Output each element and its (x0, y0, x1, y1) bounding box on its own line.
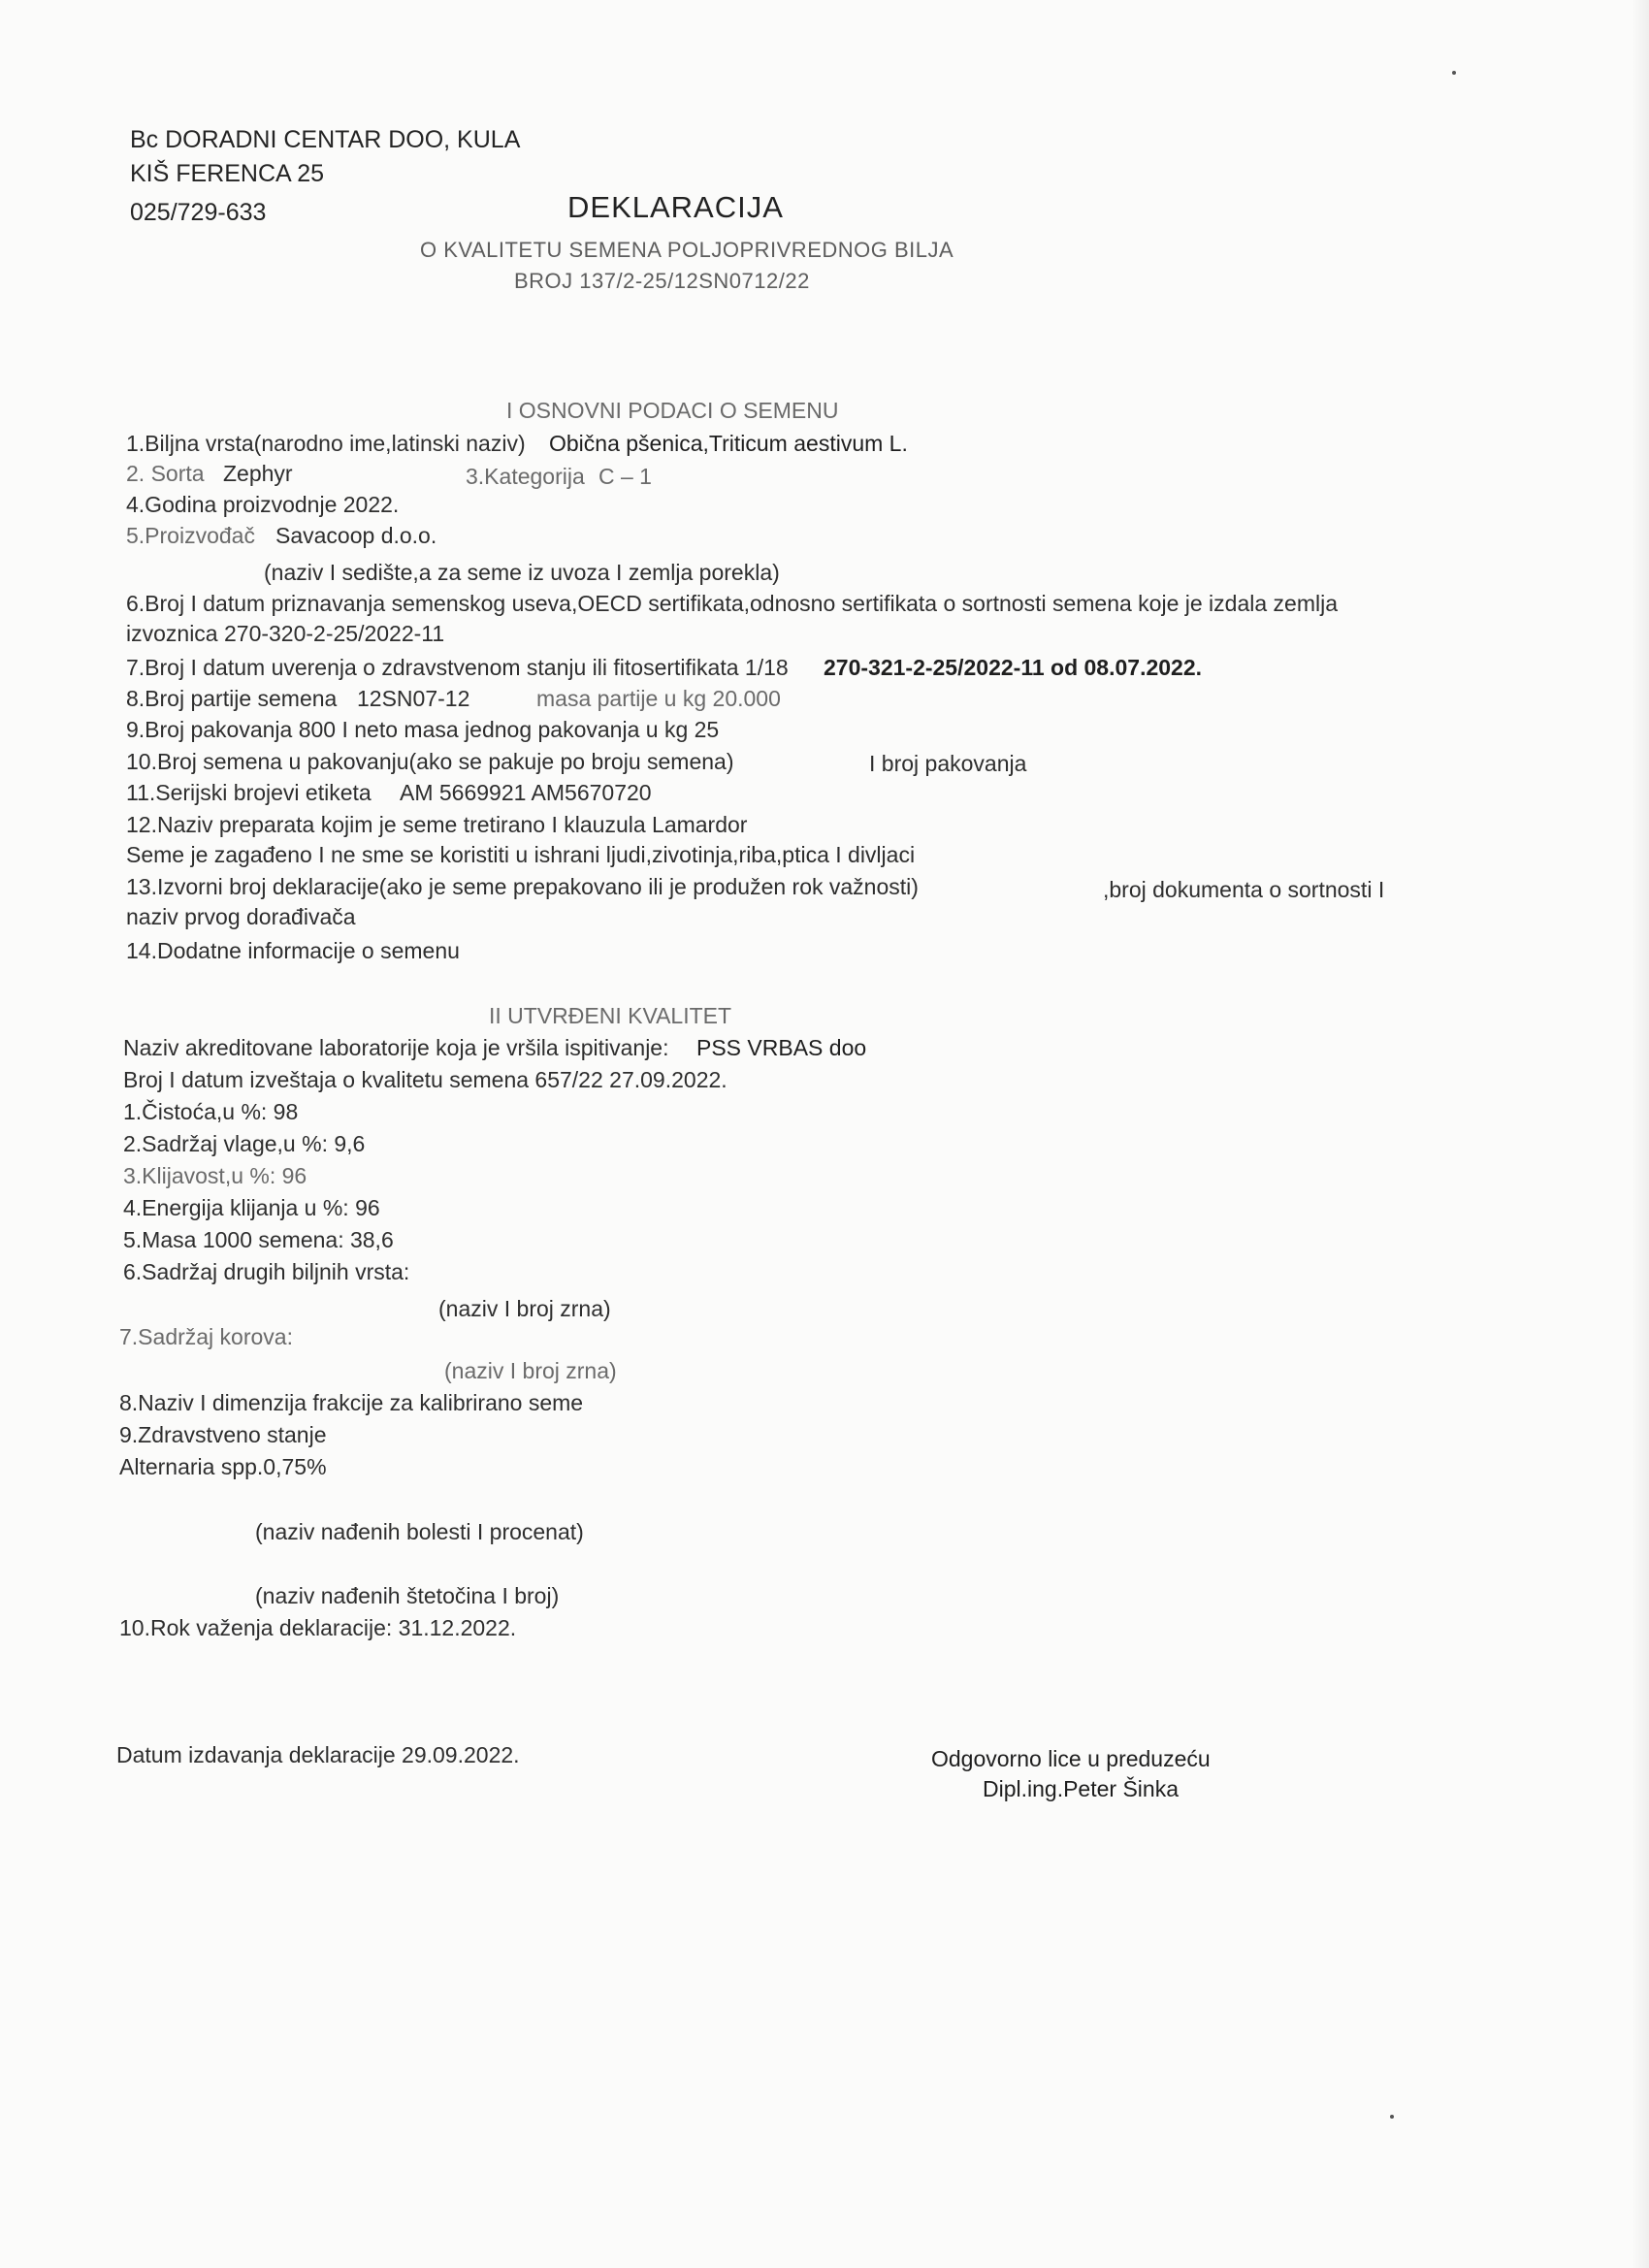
item12-warning: Seme je zagađeno I ne sme se koristiti u ishrani ljudi,zivotinja,riba,ptica I divljaci (126, 842, 916, 867)
moisture: 2.Sadržaj vlage,u %: 9,6 (123, 1131, 366, 1156)
document-number: BROJ 137/2-25/12SN0712/22 (514, 269, 810, 293)
item5-label: 5.Proizvođač (126, 523, 255, 548)
item3-value: C – 1 (598, 464, 652, 489)
item7-label: 7.Broj I datum uverenja o zdravstvenom stanju ili fitosertifikata 1/18 (126, 655, 789, 680)
fraction: 8.Naziv I dimenzija frakcije za kalibrirano seme (119, 1390, 584, 1415)
item14-additional: 14.Dodatne informacije o semenu (126, 938, 460, 963)
weeds: 7.Sadržaj korova: (119, 1324, 293, 1349)
issue-date: Datum izdavanja deklaracije 29.09.2022. (116, 1742, 520, 1767)
item8-mass: masa partije u kg 20.000 (536, 686, 781, 711)
germination-energy: 4.Energija klijanja u %: 96 (123, 1195, 380, 1220)
validity: 10.Rok važenja deklaracije: 31.12.2022. (119, 1615, 517, 1640)
item1-value: Obična pšenica,Triticum aestivum L. (549, 431, 908, 456)
purity: 1.Čistoća,u %: 98 (123, 1099, 299, 1124)
section1-heading: I OSNOVNI PODACI O SEMENU (506, 398, 839, 423)
item3-label: 3.Kategorija (466, 464, 585, 489)
item11-label: 11.Serijski brojevi etiketa (126, 780, 372, 805)
responsible-label: Odgovorno lice u preduzeću (931, 1746, 1211, 1771)
item12-treatment: 12.Naziv preparata kojim je seme tretirano I klauzula Lamardor (126, 812, 748, 837)
item5-value: Savacoop d.o.o. (275, 523, 437, 548)
responsible-name: Dipl.ing.Peter Šinka (983, 1776, 1179, 1801)
item11-value: AM 5669921 AM5670720 (400, 780, 652, 805)
item5-note: (naziv I sedište,a za seme iz uvoza I zemlja porekla) (264, 560, 780, 585)
diseases-note: (naziv nađenih bolesti I procenat) (255, 1519, 584, 1544)
document-title: DEKLARACIJA (567, 190, 784, 224)
health: 9.Zdravstveno stanje (119, 1422, 327, 1447)
weeds-note: (naziv I broj zrna) (444, 1358, 617, 1383)
scan-edge-shadow (1632, 0, 1649, 2268)
lab-value: PSS VRBAS doo (696, 1035, 867, 1060)
item6-line2: izvoznica 270-320-2-25/2022-11 (126, 621, 445, 646)
item13-line1: 13.Izvorni broj deklaracije(ako je seme prepakovano ili je produžen rok važnosti) (126, 874, 919, 899)
item13-right: ,broj dokumenta o sortnosti I (1103, 877, 1385, 902)
item8-value: 12SN07-12 (357, 686, 470, 711)
item2-value: Zephyr (223, 461, 293, 486)
pests-note: (naziv nađenih štetočina I broj) (255, 1583, 560, 1608)
scan-speck (1452, 71, 1456, 75)
item1-label: 1.Biljna vrsta(narodno ime,latinski naziv) (126, 431, 526, 456)
company-name: Bc DORADNI CENTAR DOO, KULA (130, 126, 521, 153)
mass-1000: 5.Masa 1000 semena: 38,6 (123, 1227, 394, 1252)
item6-line1: 6.Broj I datum priznavanja semenskog useva,OECD sertifikata,odnosno sertifikata o sortnosti semena koje je izdala zemlja (126, 591, 1338, 616)
item13-line2: naziv prvog dorađivača (126, 904, 356, 929)
lab-label: Naziv akreditovane laboratorije koja je vršila ispitivanje: (123, 1035, 669, 1060)
scan-speck (1390, 2115, 1394, 2119)
document-subtitle: O KVALITETU SEMENA POLJOPRIVREDNOG BILJA (420, 238, 954, 262)
item8-label: 8.Broj partije semena (126, 686, 338, 711)
item10-right: I broj pakovanja (869, 751, 1027, 776)
company-address: KIŠ FERENCA 25 (130, 160, 325, 187)
item4-year: 4.Godina proizvodnje 2022. (126, 492, 400, 517)
item9-packages: 9.Broj pakovanja 800 I neto masa jednog pakovanja u kg 25 (126, 717, 720, 742)
section2-heading: II UTVRĐENI KVALITET (489, 1003, 732, 1028)
item10-label: 10.Broj semena u pakovanju(ako se pakuje po broju semena) (126, 749, 734, 774)
germination: 3.Klijavost,u %: 96 (123, 1163, 307, 1188)
company-phone: 025/729-633 (130, 199, 267, 226)
health-value: Alternaria spp.0,75% (119, 1454, 327, 1479)
item7-value: 270-321-2-25/2022-11 od 08.07.2022. (824, 655, 1203, 680)
report-number: Broj I datum izveštaja o kvalitetu semena 657/22 27.09.2022. (123, 1067, 728, 1092)
item2-label: 2. Sorta (126, 461, 205, 486)
other-species: 6.Sadržaj drugih biljnih vrsta: (123, 1259, 410, 1284)
other-species-note: (naziv I broj zrna) (438, 1296, 611, 1321)
